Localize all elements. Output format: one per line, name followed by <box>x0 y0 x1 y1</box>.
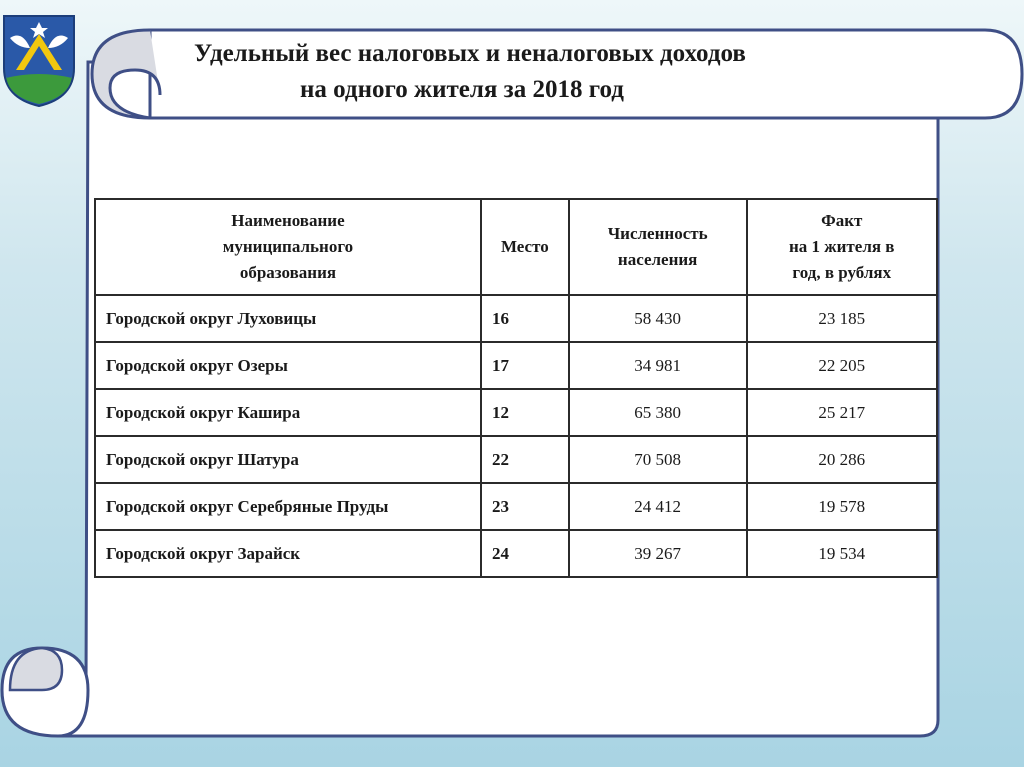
cell-population: 34 981 <box>569 342 747 389</box>
cell-place: 12 <box>481 389 569 436</box>
cell-place: 24 <box>481 530 569 577</box>
table-row <box>95 295 937 342</box>
cell-population: 39 267 <box>569 530 747 577</box>
cell-population: 70 508 <box>569 436 747 483</box>
table-row <box>95 436 937 483</box>
header-fact: Факт на 1 жителя в год, в рублях <box>747 199 938 295</box>
cell-fact: 25 217 <box>747 389 938 436</box>
cell-municipality: Городской округ Шатура <box>95 436 481 483</box>
header-place: Место <box>481 199 569 295</box>
cell-fact: 22 205 <box>747 342 938 389</box>
table-row <box>95 389 937 436</box>
header-municipality: Наименование муниципального образования <box>95 199 481 295</box>
cell-population: 58 430 <box>569 295 747 342</box>
cell-municipality: Городской округ Серебряные Пруды <box>95 483 481 530</box>
cell-place: 16 <box>481 295 569 342</box>
table-row <box>95 530 937 577</box>
cell-fact: 20 286 <box>747 436 938 483</box>
cell-place: 17 <box>481 342 569 389</box>
cell-population: 24 412 <box>569 483 747 530</box>
title-line-1: Удельный вес налоговых и неналоговых доходов <box>194 40 746 67</box>
cell-place: 22 <box>481 436 569 483</box>
cell-fact: 19 578 <box>747 483 938 530</box>
cell-municipality: Городской округ Луховицы <box>95 295 481 342</box>
cell-municipality: Городской округ Озеры <box>95 342 481 389</box>
cell-place: 23 <box>481 483 569 530</box>
table-header-row <box>95 199 937 295</box>
header-population: Численность населения <box>569 199 747 295</box>
revenue-per-capita-table <box>94 198 938 578</box>
cell-municipality: Городской округ Кашира <box>95 389 481 436</box>
cell-fact: 23 185 <box>747 295 938 342</box>
cell-fact: 19 534 <box>747 530 938 577</box>
table-row <box>95 342 937 389</box>
cell-population: 65 380 <box>569 389 747 436</box>
table-row <box>95 483 937 530</box>
title-line-2: на одного жителя за 2018 год <box>300 76 624 103</box>
cell-municipality: Городской округ Зарайск <box>95 530 481 577</box>
coat-of-arms-emblem <box>0 8 78 108</box>
page-title <box>150 36 980 108</box>
